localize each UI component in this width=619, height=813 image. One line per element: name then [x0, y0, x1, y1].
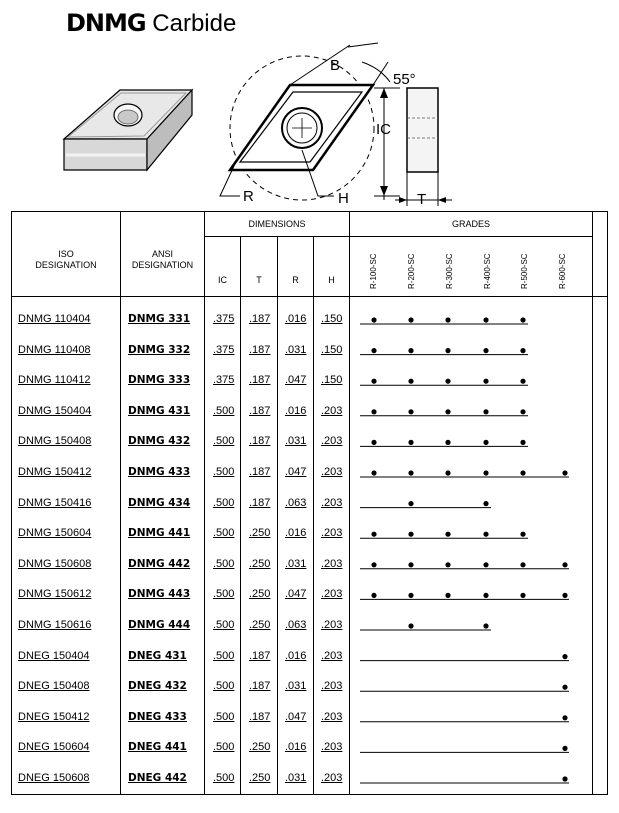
grade-label: R-600-SC	[558, 253, 567, 289]
ansi-designation: DNMG 443	[128, 588, 191, 601]
ansi-designation: DNMG 442	[128, 557, 191, 570]
ansi-designation: DNMG 333	[128, 374, 191, 387]
grade-availability-dot	[520, 593, 525, 598]
dimension-h: .150	[321, 343, 343, 356]
grade-availability-dot	[408, 562, 413, 567]
ansi-designation: DNMG 331	[128, 313, 191, 325]
dimension-r: .047	[285, 710, 307, 723]
grade-availability-dot	[520, 562, 525, 567]
dimension-ic: .500	[213, 619, 235, 631]
grade-availability-dot	[371, 409, 376, 414]
grade-availability-dot	[483, 409, 488, 414]
grade-availability-dot	[483, 317, 488, 322]
dimension-t: .250	[249, 527, 271, 540]
iso-designation: DNEG 150404	[18, 649, 90, 662]
grade-availability-dot	[520, 532, 525, 537]
iso-designation: DNMG 150412	[18, 466, 92, 478]
grade-availability-dot	[371, 317, 376, 322]
grade-availability-dot	[483, 379, 488, 384]
iso-designation: DNMG 110408	[18, 343, 91, 356]
grade-label: R-100-SC	[369, 253, 378, 289]
dimension-h: .203	[321, 557, 343, 570]
grade-availability-dot	[562, 593, 567, 598]
grade-availability-dot	[483, 623, 488, 628]
dimension-ic: .375	[213, 343, 235, 356]
dimension-r: .016	[285, 649, 307, 662]
header-t: T	[256, 275, 262, 285]
dimension-r: .031	[285, 435, 307, 448]
header-h: H	[328, 275, 335, 285]
dimension-t: .187	[249, 649, 271, 662]
header-r: R	[292, 275, 299, 285]
ansi-designation: DNEG 433	[128, 710, 187, 723]
dimension-t: .187	[249, 466, 271, 478]
iso-designation: DNEG 150412	[18, 710, 90, 723]
dimension-h: .203	[321, 588, 343, 601]
label-b: B	[330, 57, 341, 74]
grade-availability-dot	[520, 348, 525, 353]
dimension-h: .203	[321, 772, 343, 784]
grade-label: R-300-SC	[445, 253, 454, 289]
ansi-designation: DNEG 432	[128, 680, 187, 693]
iso-designation: DNMG 150616	[18, 619, 92, 631]
grade-availability-dot	[408, 379, 413, 384]
grade-availability-dot	[371, 562, 376, 567]
iso-designation: DNEG 150408	[18, 680, 90, 693]
dimension-t: .250	[249, 557, 271, 570]
dimension-ic: .500	[213, 527, 235, 540]
iso-designation: DNMG 150404	[18, 404, 92, 417]
grade-availability-dot	[445, 593, 450, 598]
grade-availability-dot	[562, 562, 567, 567]
dimension-ic: .375	[213, 313, 235, 325]
dimension-ic: .375	[213, 374, 235, 387]
grade-availability-dot	[562, 654, 567, 659]
ansi-designation: DNEG 441	[128, 741, 187, 754]
grade-availability-dot	[371, 532, 376, 537]
dimension-r: .063	[285, 496, 307, 509]
dimension-t: .187	[249, 435, 271, 448]
grade-availability-dot	[562, 470, 567, 475]
ansi-designation: DNMG 431	[128, 404, 191, 417]
grade-availability-dot	[520, 379, 525, 384]
grade-availability-dot	[562, 685, 567, 690]
grade-availability-dot	[520, 317, 525, 322]
dimension-t: .187	[249, 343, 271, 356]
dimension-r: .047	[285, 466, 307, 478]
iso-designation: DNMG 110412	[18, 374, 91, 387]
dimension-t: .187	[249, 680, 271, 693]
ansi-designation: DNEG 431	[128, 649, 187, 662]
grade-availability-dot	[520, 409, 525, 414]
dimension-ic: .500	[213, 496, 235, 509]
grade-label: R-400-SC	[483, 253, 492, 289]
grade-availability-dot	[408, 317, 413, 322]
dimension-r: .031	[285, 680, 307, 693]
ansi-designation: DNEG 442	[128, 772, 187, 784]
dimension-t: .250	[249, 588, 271, 601]
iso-designation: DNMG 150416	[18, 496, 92, 509]
grade-availability-dot	[371, 348, 376, 353]
grade-availability-dot	[408, 440, 413, 445]
dimension-ic: .500	[213, 741, 235, 754]
dimension-ic: .500	[213, 710, 235, 723]
grade-availability-dot	[408, 501, 413, 506]
grade-availability-dot	[408, 593, 413, 598]
header-ansi: ANSI DESIGNATION	[131, 249, 194, 270]
dimension-t: .250	[249, 741, 271, 754]
grade-availability-dot	[445, 348, 450, 353]
ansi-designation: DNMG 441	[128, 527, 191, 540]
grade-availability-dot	[483, 532, 488, 537]
dimension-h: .203	[321, 649, 343, 662]
grade-availability-dot	[562, 746, 567, 751]
dimension-h: .150	[321, 313, 343, 325]
grade-availability-dot	[562, 776, 567, 781]
grade-availability-dot	[408, 532, 413, 537]
grade-lines	[360, 317, 569, 783]
grade-availability-dot	[408, 409, 413, 414]
dimension-t: .187	[249, 496, 271, 509]
header-ic: IC	[218, 275, 227, 285]
grade-availability-dot	[445, 440, 450, 445]
grade-availability-dot	[445, 409, 450, 414]
grade-availability-dot	[445, 562, 450, 567]
grade-availability-dot	[562, 715, 567, 720]
dimension-h: .203	[321, 496, 343, 509]
label-h: H	[338, 190, 349, 207]
dimension-ic: .500	[213, 404, 235, 417]
grade-availability-dot	[371, 593, 376, 598]
dimension-r: .047	[285, 588, 307, 601]
iso-designation: DNEG 150608	[18, 772, 90, 784]
grade-availability-dot	[445, 379, 450, 384]
dimension-t: .250	[249, 772, 271, 784]
grade-availability-dot	[408, 470, 413, 475]
dimension-h: .203	[321, 466, 343, 478]
ansi-designation: DNMG 432	[128, 435, 191, 448]
dimension-ic: .500	[213, 435, 235, 448]
label-angle: 55°	[393, 71, 416, 88]
dimension-h: .203	[321, 435, 343, 448]
grade-availability-dot	[408, 623, 413, 628]
grade-availability-dot	[408, 348, 413, 353]
dimension-r: .047	[285, 374, 307, 387]
header-iso: ISO DESIGNATION	[35, 249, 97, 270]
ansi-designation: DNMG 332	[128, 343, 191, 356]
dimension-t: .187	[249, 374, 271, 387]
dimension-r: .016	[285, 313, 307, 325]
ansi-designation: DNMG 433	[128, 466, 191, 478]
grade-availability-dot	[483, 440, 488, 445]
dimension-h: .203	[321, 710, 343, 723]
grade-availability-dot	[520, 440, 525, 445]
title-code: DNMG	[66, 9, 146, 37]
dimension-r: .016	[285, 404, 307, 417]
dimension-h: .203	[321, 680, 343, 693]
label-r: R	[243, 188, 254, 205]
dimension-ic: .500	[213, 680, 235, 693]
grade-availability-dot	[371, 440, 376, 445]
grade-availability-dot	[483, 348, 488, 353]
dimension-ic: .500	[213, 772, 235, 784]
dimension-t: .187	[249, 404, 271, 417]
dimension-ic: .500	[213, 466, 235, 478]
label-ic: IC	[376, 121, 391, 138]
dimension-r: .031	[285, 772, 307, 784]
grade-availability-dot	[520, 470, 525, 475]
dimension-h: .203	[321, 619, 343, 631]
iso-designation: DNEG 150604	[18, 741, 90, 754]
dimension-h: .203	[321, 741, 343, 754]
iso-designation: DNMG 150612	[18, 588, 92, 601]
dimension-r: .016	[285, 527, 307, 540]
grade-availability-dot	[483, 501, 488, 506]
dimension-h: .203	[321, 404, 343, 417]
header-dimensions: DIMENSIONS	[248, 219, 306, 229]
iso-designation: DNMG 150604	[18, 527, 92, 540]
grade-availability-dot	[371, 379, 376, 384]
grade-availability-dot	[445, 470, 450, 475]
label-t: T	[417, 191, 427, 208]
iso-designation: DNMG 150408	[18, 435, 92, 448]
grade-availability-dot	[483, 562, 488, 567]
iso-designation: DNMG 110404	[18, 313, 91, 325]
grade-availability-dot	[445, 532, 450, 537]
dimension-r: .063	[285, 619, 307, 631]
dimension-ic: .500	[213, 588, 235, 601]
dimension-ic: .500	[213, 649, 235, 662]
grade-label: R-500-SC	[520, 253, 529, 289]
grade-label: R-200-SC	[407, 253, 416, 289]
iso-designation: DNMG 150608	[18, 557, 92, 570]
ansi-designation: DNMG 434	[128, 496, 191, 509]
dimension-t: .250	[249, 619, 271, 631]
dimension-t: .187	[249, 313, 271, 325]
ansi-designation: DNMG 444	[128, 619, 191, 631]
title-material: Carbide	[152, 10, 237, 37]
dimension-h: .150	[321, 374, 343, 387]
grade-availability-dot	[483, 470, 488, 475]
header-grades: GRADES	[451, 219, 490, 229]
dimension-t: .187	[249, 710, 271, 723]
grade-availability-dot	[371, 470, 376, 475]
dimension-r: .031	[285, 557, 307, 570]
grade-availability-dot	[483, 593, 488, 598]
dimension-ic: .500	[213, 557, 235, 570]
dimension-r: .016	[285, 741, 307, 754]
grade-availability-dot	[445, 317, 450, 322]
dimension-r: .031	[285, 343, 307, 356]
dimension-h: .203	[321, 527, 343, 540]
